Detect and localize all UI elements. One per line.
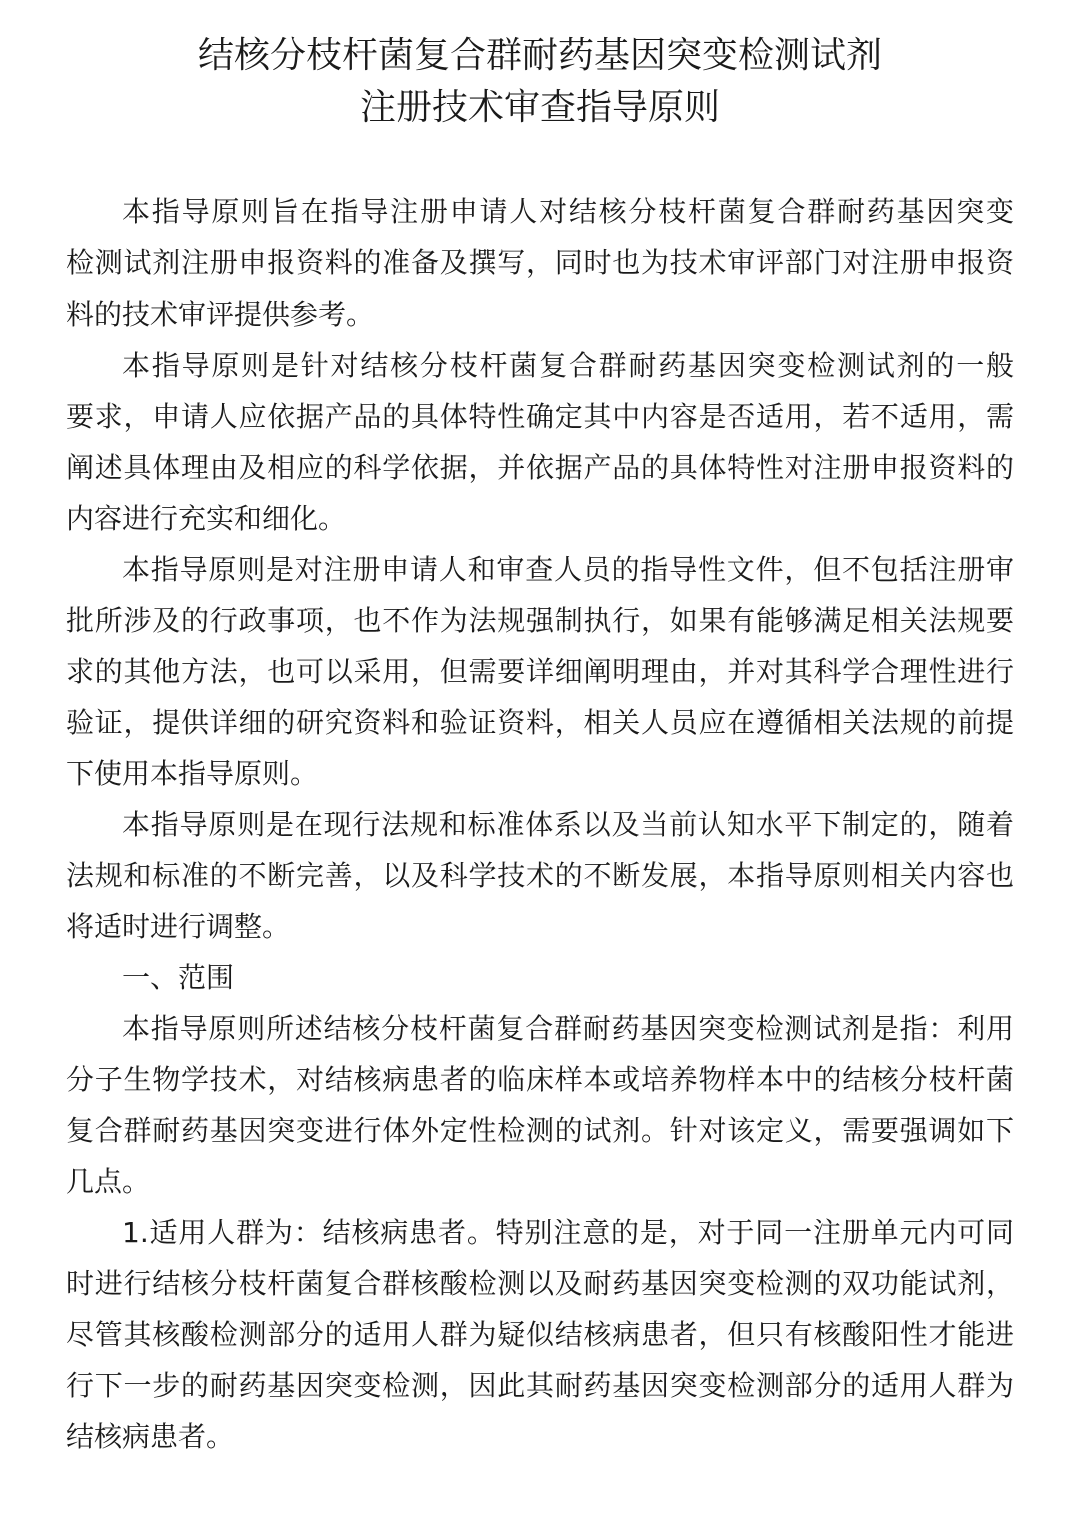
document-title-line-1: 结核分枝杆菌复合群耐药基因突变检测试剂 [197,35,882,76]
paragraph-line: 验证，提供详细的研究资料和验证资料，相关人员应在遵循相关法规的前提 [66,706,1014,739]
paragraph-line: 尽管其核酸检测部分的适用人群为疑似结核病患者，但只有核酸阳性才能进 [66,1318,1014,1351]
paragraph-line: 本指导原则旨在指导注册申请人对结核分枝杆菌复合群耐药基因突变 [122,195,1014,228]
paragraph-line: 本指导原则是在现行法规和标准体系以及当前认知水平下制定的，随着 [122,808,1014,841]
paragraph-line: 下使用本指导原则。 [66,757,319,790]
document-title-line-2: 注册技术审查指导原则 [359,87,720,128]
paragraph-line: 1.适用人群为：结核病患者。特别注意的是，对于同一注册单元内可同 [122,1216,1014,1249]
paragraph-line: 复合群耐药基因突变进行体外定性检测的试剂。针对该定义，需要强调如下 [66,1114,1014,1147]
paragraph-line: 本指导原则是针对结核分枝杆菌复合群耐药基因突变检测试剂的一般 [122,349,1014,382]
paragraph-line: 要求，申请人应依据产品的具体特性确定其中内容是否适用，若不适用，需 [66,400,1014,433]
paragraph-line: 分子生物学技术，对结核病患者的临床样本或培养物样本中的结核分枝杆菌 [66,1063,1014,1096]
paragraph-line: 本指导原则是对注册申请人和审查人员的指导性文件，但不包括注册审 [122,553,1014,586]
paragraph-line: 求的其他方法，也可以采用，但需要详细阐明理由，并对其科学合理性进行 [66,655,1014,688]
paragraph-line: 行下一步的耐药基因突变检测，因此其耐药基因突变检测部分的适用人群为 [66,1369,1014,1402]
paragraph-line: 本指导原则所述结核分枝杆菌复合群耐药基因突变检测试剂是指：利用 [122,1012,1014,1045]
paragraph-line: 批所涉及的行政事项，也不作为法规强制执行，如果有能够满足相关法规要 [66,604,1014,637]
section-heading: 一、范围 [122,961,235,994]
paragraph-line: 检测试剂注册申报资料的准备及撰写，同时也为技术审评部门对注册申报资 [66,246,1014,279]
paragraph-line: 阐述具体理由及相应的科学依据，并依据产品的具体特性对注册申报资料的 [66,451,1014,484]
paragraph-line: 将适时进行调整。 [66,910,291,943]
paragraph-line: 时进行结核分枝杆菌复合群核酸检测以及耐药基因突变检测的双功能试剂， [66,1267,1014,1300]
paragraph-line: 内容进行充实和细化。 [66,502,347,535]
paragraph-line: 结核病患者。 [66,1420,235,1453]
paragraph-line: 法规和标准的不断完善，以及科学技术的不断发展，本指导原则相关内容也 [66,859,1014,892]
paragraph-line: 几点。 [66,1165,151,1198]
paragraph-line: 料的技术审评提供参考。 [66,298,375,331]
